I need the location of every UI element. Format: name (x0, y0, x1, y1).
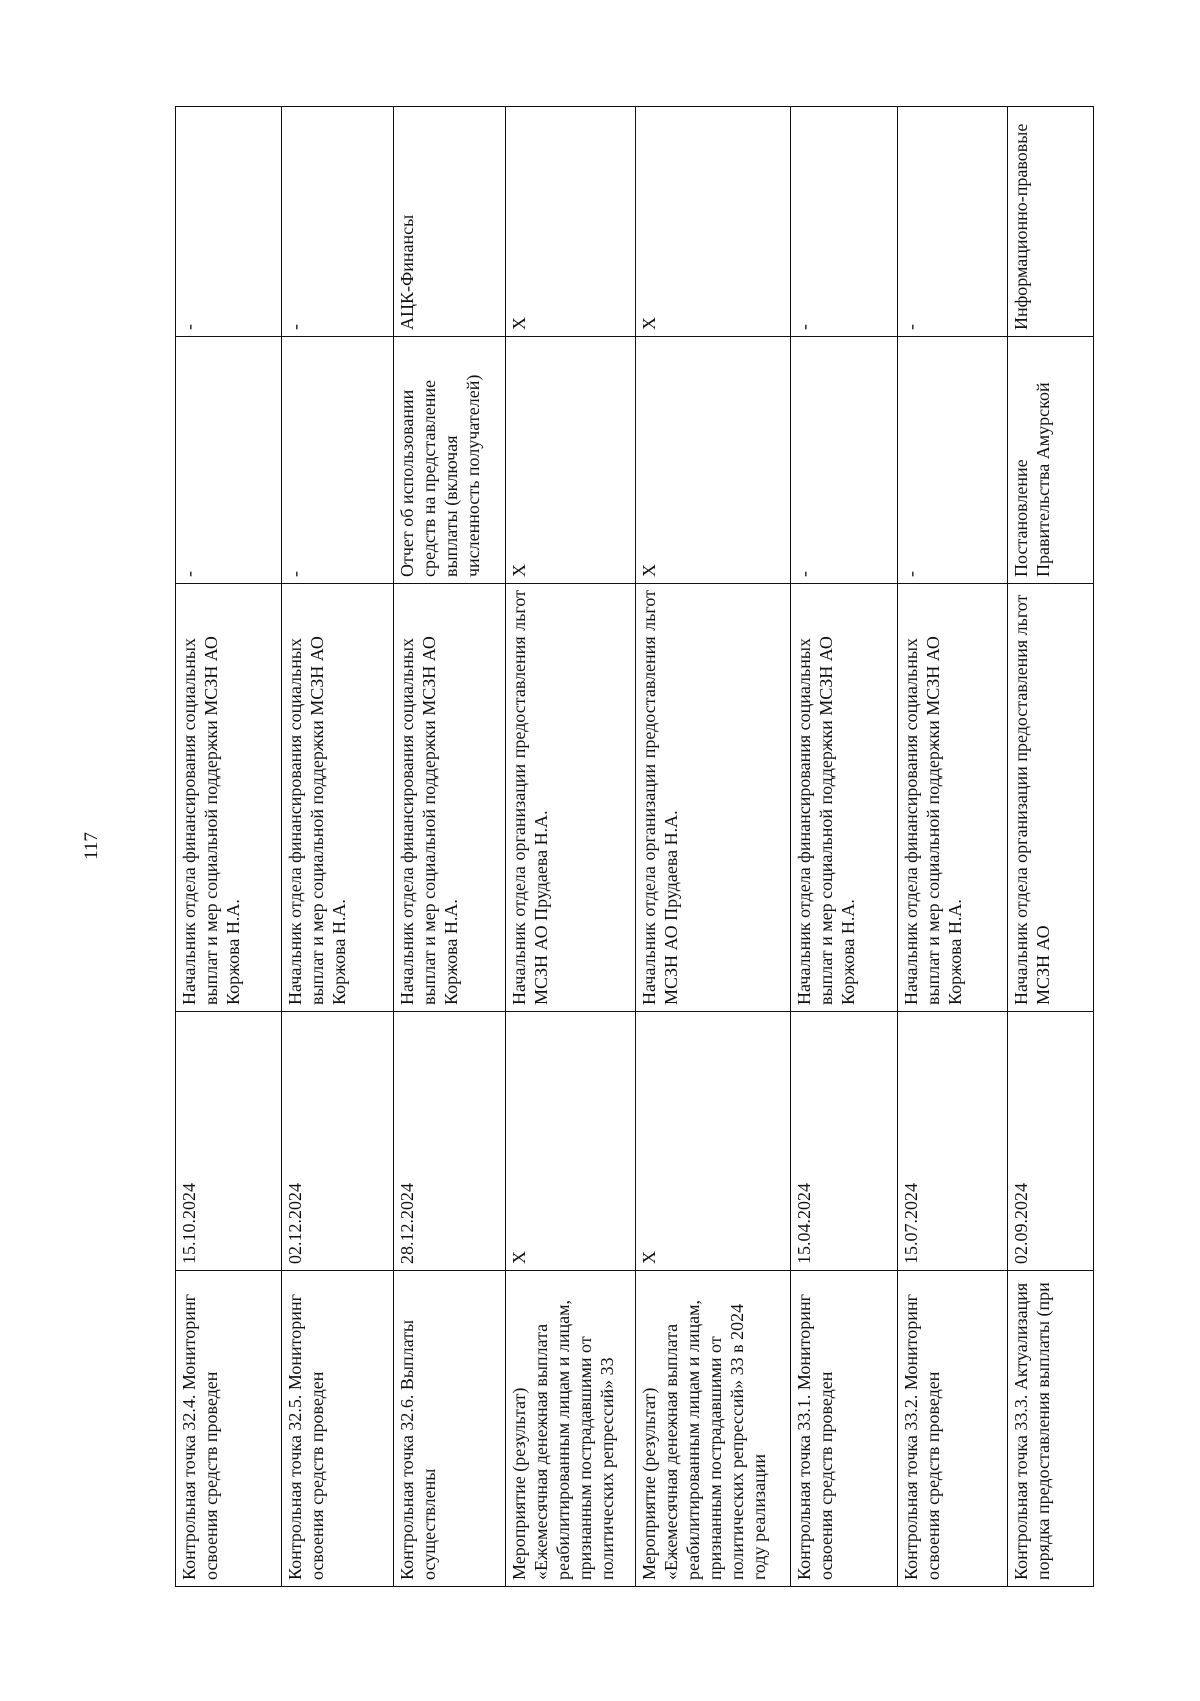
system-cell: АЦК-Финансы (394, 107, 506, 337)
document-cell: Отчет об использовании средств на представление выплаты (включая численность получателей) (394, 337, 506, 584)
document-cell: X (506, 337, 636, 584)
table-row (898, 107, 1008, 1587)
system-cell: X (506, 107, 636, 337)
responsible-cell: Начальник отдела финансирования социальных выплат и мер социальной поддержки МСЗН АО Коржова Н.А. (898, 584, 1008, 1012)
date-cell: 15.04.2024 (791, 1012, 898, 1271)
document-cell: - (898, 337, 1008, 584)
system-cell: Информационно-правовые (1008, 107, 1094, 337)
responsible-cell: Начальник отдела организации предоставления льгот МСЗН АО Прудаева Н.А. (506, 584, 636, 1012)
responsible-cell: Начальник отдела организации предоставления льгот МСЗН АО Прудаева Н.А. (636, 584, 791, 1012)
table-row (506, 107, 636, 1587)
document-cell: Постановление Правительства Амурской (1008, 337, 1094, 584)
date-cell: 15.10.2024 (176, 1012, 282, 1271)
responsible-cell: Начальник отдела финансирования социальных выплат и мер социальной поддержки МСЗН АО Коржова Н.А. (791, 584, 898, 1012)
name-cell: Контрольная точка 32.4. Мониторинг освоения средств проведен (176, 1271, 282, 1587)
responsible-cell: Начальник отдела организации предоставления льгот МСЗН АО (1008, 584, 1094, 1012)
date-cell: X (506, 1012, 636, 1271)
table-row (282, 107, 394, 1587)
table-row (791, 107, 898, 1587)
name-cell: Контрольная точка 33.1. Мониторинг освоения средств проведен (791, 1271, 898, 1587)
system-cell: - (791, 107, 898, 337)
table-row (394, 107, 506, 1587)
responsible-cell: Начальник отдела финансирования социальных выплат и мер социальной поддержки МСЗН АО Коржова Н.А. (176, 584, 282, 1012)
system-cell: - (898, 107, 1008, 337)
document-cell: - (282, 337, 394, 584)
name-cell: Мероприятие (результат) «Ежемесячная денежная выплата реабилитированным лицам и лицам, признанным пострадавшими от политических репрессий» 33 в 2024 году реализации (636, 1271, 791, 1587)
responsible-cell: Начальник отдела финансирования социальных выплат и мер социальной поддержки МСЗН АО Коржова Н.А. (394, 584, 506, 1012)
name-cell: Контрольная точка 33.3. Актуализация порядка предоставления выплаты (при (1008, 1271, 1094, 1587)
control-points-table (175, 106, 1094, 1587)
page-number: 117 (81, 832, 102, 860)
table-row (1008, 107, 1094, 1587)
system-cell: - (176, 107, 282, 337)
table-row (176, 107, 282, 1587)
table-row (636, 107, 791, 1587)
name-cell: Контрольная точка 32.5. Мониторинг освоения средств проведен (282, 1271, 394, 1587)
date-cell: 02.09.2024 (1008, 1012, 1094, 1271)
date-cell: 15.07.2024 (898, 1012, 1008, 1271)
document-cell: - (176, 337, 282, 584)
date-cell: 28.12.2024 (394, 1012, 506, 1271)
document-cell: X (636, 337, 791, 584)
system-cell: - (282, 107, 394, 337)
rotated-table-container (175, 107, 1093, 1587)
document-cell: - (791, 337, 898, 584)
name-cell: Контрольная точка 32.6. Выплаты осуществлены (394, 1271, 506, 1587)
date-cell: X (636, 1012, 791, 1271)
responsible-cell: Начальник отдела финансирования социальных выплат и мер социальной поддержки МСЗН АО Коржова Н.А. (282, 584, 394, 1012)
name-cell: Мероприятие (результат) «Ежемесячная денежная выплата реабилитированным лицам и лицам, признанным пострадавшими от политических репрессий» 33 (506, 1271, 636, 1587)
date-cell: 02.12.2024 (282, 1012, 394, 1271)
name-cell: Контрольная точка 33.2. Мониторинг освоения средств проведен (898, 1271, 1008, 1587)
system-cell: X (636, 107, 791, 337)
